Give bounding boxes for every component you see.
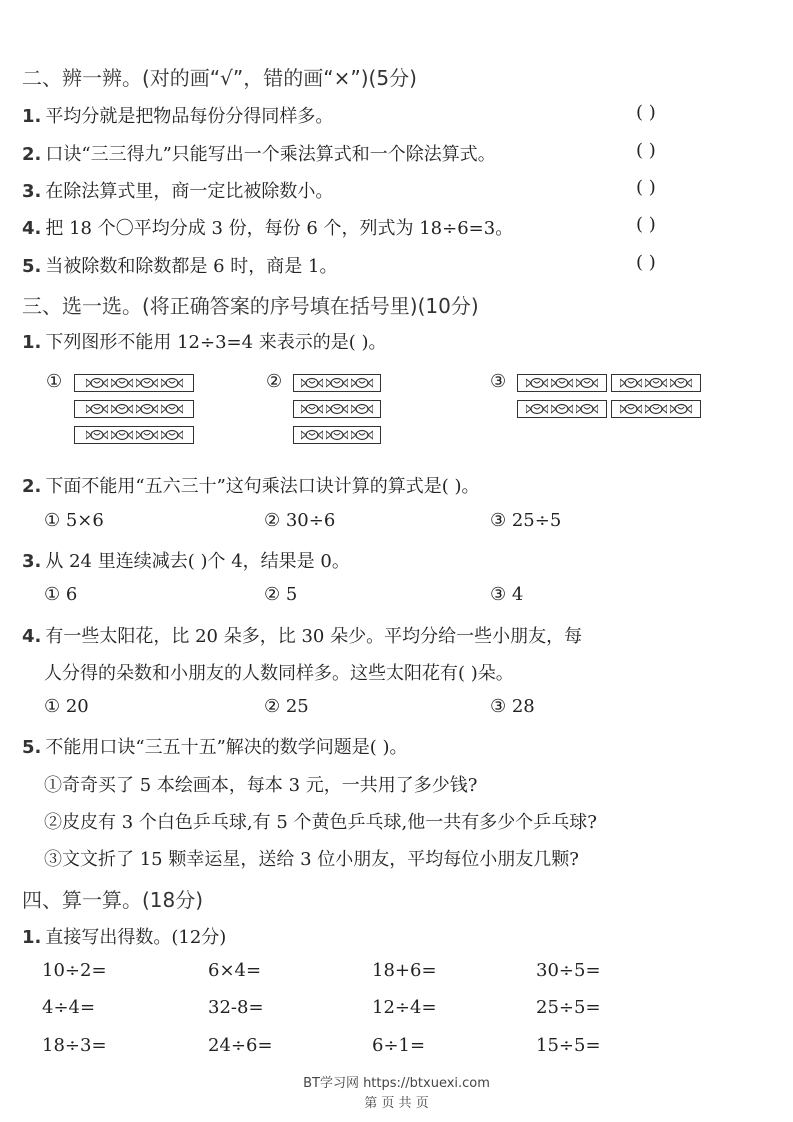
s3-q4-opt-1: ① 20 [44, 696, 89, 717]
s3-q5 [22, 733, 408, 759]
candy-icon [301, 403, 323, 415]
q-number: 2. [22, 476, 42, 497]
s3-q5-opt-2: ②皮皮有 3 个白色乒乓球,有 5 个黄色乒乓球,他一共有多少个乒乓球? [44, 812, 597, 833]
s3-q3-opt-1: ① 6 [44, 584, 78, 605]
figure-2-label: ② [266, 371, 283, 392]
s3-q3-opt-2: ② 5 [264, 584, 298, 605]
candy-icon [526, 403, 548, 415]
candy-icon [86, 377, 108, 389]
s2-item-4 [22, 214, 513, 240]
q-text: 把 18 个〇平均分成 3 份，每份 6 个，列式为 18÷6=3。 [45, 218, 514, 239]
candy-icon [161, 429, 183, 441]
s3-q3-opt-3: ③ 4 [490, 584, 524, 605]
candy-box [293, 426, 381, 444]
candy-box [293, 374, 381, 392]
candy-icon [551, 403, 573, 415]
candy-icon [161, 403, 183, 415]
s2-item-1 [22, 102, 333, 128]
s2-paren-1[interactable]: ( ) [636, 102, 656, 123]
s3-q4 [22, 622, 582, 648]
q-text: 当被除数和除数都是 6 时，商是 1。 [45, 256, 338, 277]
q-text: 不能用口诀“三五十五”解决的数学问题是( )。 [45, 737, 408, 758]
s2-item-2 [22, 140, 496, 166]
s3-q3 [22, 547, 350, 573]
candy-icon [301, 377, 323, 389]
s3-q2-opt-3: ③ 25÷5 [490, 510, 562, 531]
candy-box [74, 374, 194, 392]
candy-icon [620, 403, 642, 415]
calc-item: 30÷5= [536, 960, 601, 981]
candy-icon [161, 377, 183, 389]
s2-paren-2[interactable]: ( ) [636, 140, 656, 161]
s3-q2-opt-2: ② 30÷6 [264, 510, 336, 531]
candy-icon [351, 429, 373, 441]
q-number: 2. [22, 144, 42, 165]
candy-icon [551, 377, 573, 389]
q-text: 口诀“三三得九”只能写出一个乘法算式和一个除法算式。 [45, 144, 496, 165]
q-text: 在除法算式里，商一定比被除数小。 [45, 181, 334, 202]
candy-icon [326, 403, 348, 415]
q-number: 5. [22, 256, 42, 277]
candy-icon [136, 377, 158, 389]
candy-icon [645, 377, 667, 389]
q-number: 5. [22, 737, 42, 758]
section3-title: 三、选一选。(将正确答案的序号填在括号里)(10分) [22, 294, 479, 318]
q-number: 4. [22, 626, 42, 647]
s3-q2-opt-1: ① 5×6 [44, 510, 104, 531]
candy-icon [351, 403, 373, 415]
q-text: 下面不能用“五六三十”这句乘法口诀计算的算式是( )。 [45, 476, 480, 497]
candy-icon [326, 377, 348, 389]
calc-item: 25÷5= [536, 997, 601, 1018]
figure-1-label: ① [46, 371, 63, 392]
s2-paren-4[interactable]: ( ) [636, 214, 656, 235]
calc-item: 6÷1= [372, 1035, 426, 1056]
calc-item: 18+6= [372, 960, 437, 981]
q-text: 从 24 里连续减去( )个 4，结果是 0。 [45, 551, 350, 572]
s3-q4-line2: 人分得的朵数和小朋友的人数同样多。这些太阳花有( )朵。 [44, 663, 514, 684]
footer-site: BT学习网 https://btxuexi.com [303, 1076, 490, 1091]
candy-icon [111, 429, 133, 441]
s2-item-5 [22, 252, 337, 278]
calc-item: 32-8= [208, 997, 264, 1018]
calc-item: 12÷4= [372, 997, 437, 1018]
candy-box [74, 400, 194, 418]
candy-icon [86, 429, 108, 441]
footer-page: 第 页 共 页 [364, 1096, 429, 1111]
q-number: 4. [22, 218, 42, 239]
q-number: 1. [22, 332, 42, 353]
candy-icon [576, 403, 598, 415]
candy-icon [645, 403, 667, 415]
candy-icon [526, 377, 548, 389]
candy-icon [136, 429, 158, 441]
candy-icon [620, 377, 642, 389]
q-text: 有一些太阳花，比 20 朵多，比 30 朵少。平均分给一些小朋友，每 [45, 626, 583, 647]
calc-item: 6×4= [208, 960, 262, 981]
s3-q5-opt-3: ③文文折了 15 颗幸运星，送给 3 位小朋友，平均每位小朋友几颗? [44, 849, 579, 870]
candy-box [517, 374, 607, 392]
s2-paren-3[interactable]: ( ) [636, 177, 656, 198]
q-number: 3. [22, 551, 42, 572]
calc-item: 15÷5= [536, 1035, 601, 1056]
candy-box [293, 400, 381, 418]
s3-q4-opt-2: ② 25 [264, 696, 309, 717]
q-text: 下列图形不能用 12÷3=4 来表示的是( )。 [45, 332, 387, 353]
calc-item: 18÷3= [42, 1035, 107, 1056]
candy-box [611, 400, 701, 418]
calc-item: 4÷4= [42, 997, 96, 1018]
candy-box [517, 400, 607, 418]
figure-3-label: ③ [490, 371, 507, 392]
section2-title: 二、辨一辨。(对的画“√”，错的画“×”)(5分) [22, 66, 417, 90]
q-number: 1. [22, 106, 42, 127]
q-number: 3. [22, 181, 42, 202]
q-text: 平均分就是把物品每份分得同样多。 [45, 106, 334, 127]
candy-icon [670, 403, 692, 415]
candy-icon [576, 377, 598, 389]
candy-icon [111, 377, 133, 389]
q-number: 1. [22, 927, 42, 948]
s2-paren-5[interactable]: ( ) [636, 252, 656, 273]
calc-item: 24÷6= [208, 1035, 273, 1056]
calc-item: 10÷2= [42, 960, 107, 981]
s3-q2 [22, 472, 480, 498]
s3-q4-opt-3: ③ 28 [490, 696, 535, 717]
s4-q1 [22, 923, 226, 949]
candy-box [611, 374, 701, 392]
candy-icon [301, 429, 323, 441]
candy-icon [86, 403, 108, 415]
section4-title: 四、算一算。(18分) [22, 888, 204, 912]
candy-icon [351, 377, 373, 389]
candy-icon [136, 403, 158, 415]
q-text: 直接写出得数。(12分) [45, 927, 227, 948]
candy-icon [111, 403, 133, 415]
candy-box [74, 426, 194, 444]
candy-icon [670, 377, 692, 389]
candy-icon [326, 429, 348, 441]
s3-q1 [22, 328, 387, 354]
s3-q5-opt-1: ①奇奇买了 5 本绘画本，每本 3 元，一共用了多少钱? [44, 775, 478, 796]
s2-item-3 [22, 177, 333, 203]
